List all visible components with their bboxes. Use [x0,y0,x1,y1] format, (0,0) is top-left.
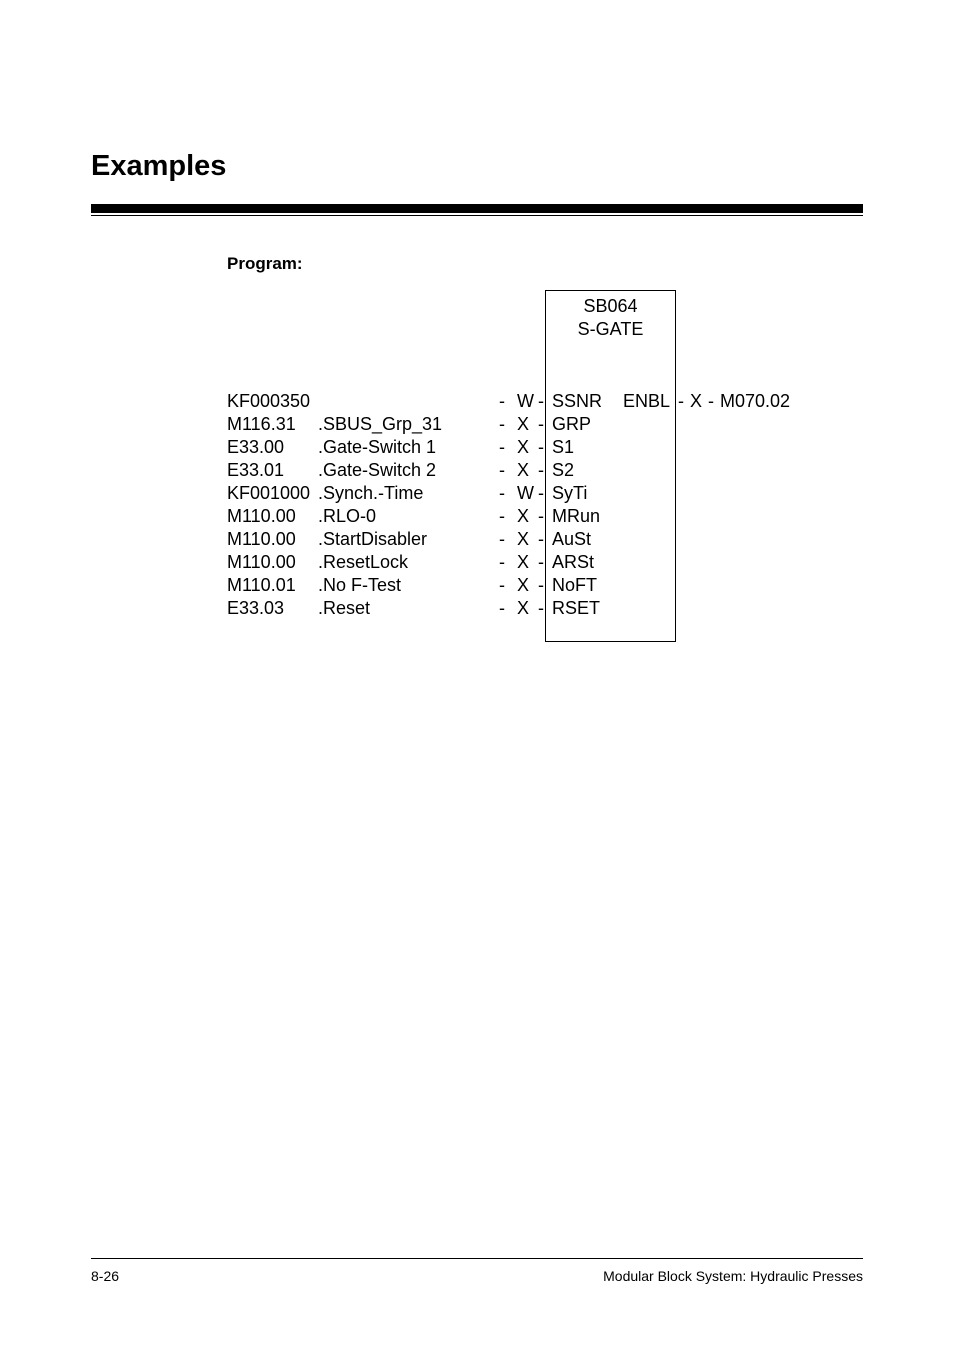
input-dash: - [538,391,544,411]
input-pin: AuSt [552,529,592,549]
input-address: E33.03 [227,598,285,618]
input-address: M110.00 [227,529,296,549]
io-row [0,597,954,620]
io-row [0,482,954,505]
page-heading: Examples [91,150,227,182]
input-dash: - [499,437,505,457]
input-symbol: .Synch.-Time [318,483,424,503]
input-symbol: .ResetLock [318,552,409,572]
input-dash: - [499,529,505,549]
input-dash: - [538,437,544,457]
input-type: X [517,552,530,572]
input-address: KF001000 [227,483,311,503]
footer-rule [91,1258,863,1259]
input-dash: - [499,575,505,595]
input-pin: NoFT [552,575,597,595]
input-dash: - [499,460,505,480]
output-type: X [690,391,703,411]
block-type: S-GATE [577,319,644,339]
output-address: M070.02 [720,391,791,411]
io-row [0,574,954,597]
input-dash: - [538,575,544,595]
input-type: W [517,391,534,411]
input-dash: - [499,414,505,434]
input-address: M110.00 [227,506,296,526]
input-address: E33.01 [227,460,285,480]
input-type: X [517,529,530,549]
input-dash: - [538,460,544,480]
input-dash: - [538,506,544,526]
input-symbol: .StartDisabler [318,529,428,549]
input-pin: S1 [552,437,575,457]
io-row [0,413,954,436]
input-dash: - [538,529,544,549]
io-row [0,505,954,528]
input-dash: - [538,598,544,618]
io-row [0,528,954,551]
heading-rule-thick [91,204,863,213]
input-address: M110.01 [227,575,296,595]
input-type: X [517,575,530,595]
input-pin: ARSt [552,552,595,572]
output-dash: - [708,391,714,411]
input-symbol: .Reset [318,598,371,618]
input-pin: S2 [552,460,575,480]
input-pin: MRun [552,506,601,526]
io-row [0,551,954,574]
input-type: X [517,437,530,457]
input-pin: GRP [552,414,592,434]
heading-rule-thin [91,215,863,216]
input-type: X [517,414,530,434]
input-symbol: .No F-Test [318,575,402,595]
output-pin: ENBL [623,391,671,411]
input-symbol: .RLO-0 [318,506,377,526]
input-type: X [517,460,530,480]
output-dash: - [678,391,684,411]
input-dash: - [538,414,544,434]
input-dash: - [499,483,505,503]
input-address: E33.00 [227,437,285,457]
io-row [0,459,954,482]
input-pin: SSNR [552,391,603,411]
input-address: M116.31 [227,414,296,434]
input-symbol: .Gate-Switch 2 [318,460,437,480]
page-number: 8-26 [91,1268,120,1284]
input-address: KF000350 [227,391,311,411]
input-dash: - [499,506,505,526]
input-address: M110.00 [227,552,296,572]
input-dash: - [538,483,544,503]
input-type: X [517,506,530,526]
program-label: Program: [227,254,303,273]
input-dash: - [499,552,505,572]
input-dash: - [499,598,505,618]
input-dash: - [538,552,544,572]
input-dash: - [499,391,505,411]
input-symbol: .Gate-Switch 1 [318,437,437,457]
input-pin: RSET [552,598,601,618]
block-name: SB064 [583,296,638,316]
input-type: W [517,483,534,503]
input-symbol: .SBUS_Grp_31 [318,414,443,434]
io-row [0,436,954,459]
input-type: X [517,598,530,618]
io-row [0,390,954,413]
document-title: Modular Block System: Hydraulic Presses [603,1268,863,1284]
input-pin: SyTi [552,483,588,503]
